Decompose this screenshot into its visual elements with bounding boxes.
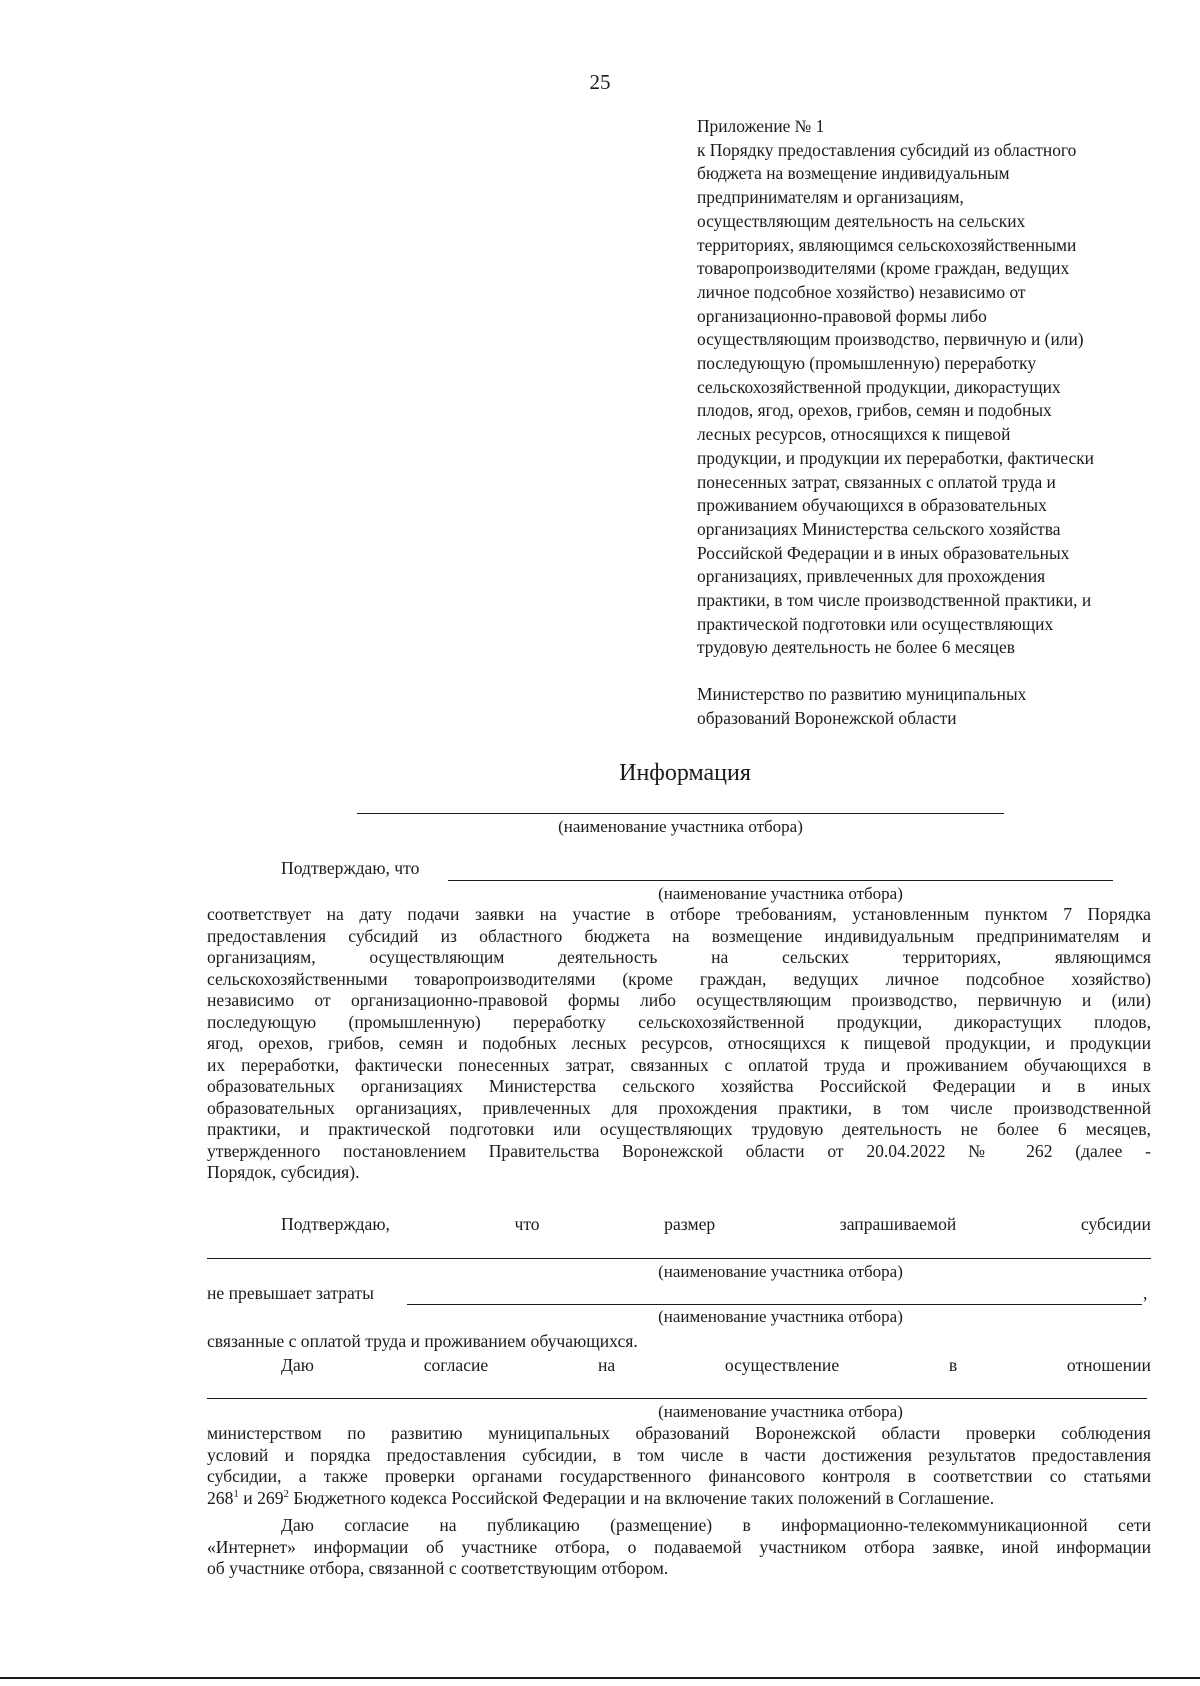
confirm-word: размер: [664, 1214, 716, 1234]
paragraph-line: министерством по развитию муниципальных образований Воронежской области проверки соблюдения: [207, 1423, 1151, 1443]
paragraph-line: последующую (промышленную) переработку сельскохозяйственной продукции, дикорастущих плодов,: [207, 1011, 1151, 1032]
confirm-prefix: Подтверждаю, что: [281, 858, 420, 878]
costs-line: связанные с оплатой труда и проживанием обучающихся.: [207, 1331, 638, 1351]
paragraph-requirements: [207, 904, 1151, 1184]
appendix-line: понесенных затрат, связанных с оплатой труда и: [697, 471, 1056, 492]
appendix-line: личное подсобное хозяйство) независимо от: [697, 281, 1026, 302]
confirm-word: Подтверждаю,: [281, 1214, 390, 1234]
paragraph-line: утвержденного постановлением Правительства Воронежской области от 20.04.2022 № 262 (далее -: [207, 1140, 1151, 1161]
participant-name-caption-2: (наименование участника отбора): [658, 884, 903, 903]
addressee-ministry: [697, 683, 1177, 730]
paragraph-line: соответствует на дату подачи заявки на участие в отборе требованиям, установленным пунктом 7 Порядка: [207, 904, 1151, 924]
consent-word: на: [597, 1355, 616, 1375]
appendix-line: территориях, являющимся сельскохозяйственными: [697, 234, 1077, 255]
paragraph-line: образовательных организациях Министерства сельского хозяйства Российской Федерации и в иных: [207, 1076, 1151, 1096]
paragraph-line: Порядок, субсидия).: [207, 1162, 360, 1182]
participant-name-line-5: [207, 1398, 1147, 1399]
participant-name-caption-4: (наименование участника отбора): [658, 1307, 903, 1326]
participant-name-line: [357, 813, 1004, 814]
appendix-line: последующую (промышленную) переработку: [697, 353, 1037, 374]
appendix-line: Российской Федерации и в иных образовательных: [697, 542, 1070, 563]
paragraph-line: [207, 1488, 1151, 1510]
appendix-line: сельскохозяйственной продукции, дикорастущих: [697, 376, 1061, 397]
consent-word: осуществление: [724, 1355, 840, 1375]
not-exceed-prefix: не превышает затраты: [207, 1283, 374, 1303]
paragraph-line: «Интернет» информации об участнике отбора, о подаваемой участником отбора заявке, иной информации: [207, 1536, 1151, 1557]
confirm-word: субсидии: [1080, 1214, 1151, 1234]
paragraph-line: условий и порядка предоставления субсидии, в том числе в части достижения результатов предоставления: [207, 1444, 1151, 1465]
appendix-line: осуществляющим деятельность на сельских: [697, 210, 1026, 231]
text-fragment: и: [238, 1487, 258, 1508]
consent-word: в: [948, 1355, 958, 1375]
paragraph-line: сельскохозяйственными товаропроизводителями (кроме граждан, ведущих личное подсобное хозяйство): [207, 968, 1151, 989]
appendix-line: организациях, привлеченных для прохождения: [697, 566, 1046, 587]
page-bottom-edge: [0, 1677, 1200, 1679]
paragraph-verification: [207, 1423, 1151, 1509]
participant-name-line-2: [448, 880, 1113, 881]
comma: ,: [1143, 1283, 1148, 1303]
consent-word: Даю: [281, 1355, 314, 1375]
confirm-subsidy-line: [281, 1214, 1151, 1236]
appendix-line: практической подготовки или осуществляющих: [697, 613, 1054, 634]
paragraph-line: практики, и практической подготовки или осуществляющих трудовую деятельность не более 6 месяцев,: [207, 1119, 1151, 1139]
appendix-line: трудовую деятельность не более 6 месяцев: [697, 637, 1015, 658]
consent-word: отношении: [1066, 1355, 1151, 1375]
appendix-line: организационно-правовой формы либо: [697, 305, 987, 326]
appendix-line: организациях Министерства сельского хозяйства: [697, 518, 1061, 539]
paragraph-line: образовательных организациях, привлеченных для прохождения практики, в том числе производственной: [207, 1097, 1151, 1118]
appendix-line: бюджета на возмещение индивидуальным: [697, 163, 1010, 184]
paragraph-publication: [207, 1515, 1151, 1580]
consent-word: согласие: [423, 1355, 489, 1375]
paragraph-line: субсидии, а также проверки органами государственного финансового контроля в соответствии со статьями: [207, 1466, 1151, 1486]
paragraph-line: Даю согласие на публикацию (размещение) в информационно-телекоммуникационной сети: [281, 1515, 1151, 1535]
page-number: 25: [589, 70, 611, 94]
confirm-word: что: [514, 1214, 540, 1234]
ministry-line: Министерство по развитию муниципальных: [697, 684, 1027, 704]
paragraph-line: организациям, осуществляющим деятельность на сельских территориях, являющимся: [207, 947, 1151, 967]
costs-amount-line: [407, 1304, 1142, 1305]
appendix-line: продукции, и продукции их переработки, фактически: [697, 447, 1094, 468]
article-number: 269: [257, 1487, 284, 1508]
article-number: 268: [207, 1487, 234, 1508]
paragraph-line: об участнике отбора, связанной с соответствующим отбором.: [207, 1558, 669, 1578]
appendix-line: к Порядку предоставления субсидий из областного: [697, 139, 1077, 160]
participant-name-caption-5: (наименование участника отбора): [658, 1402, 903, 1421]
paragraph-line: ягод, орехов, грибов, семян и подобных лесных ресурсов, относящихся к пищевой продукции, и продукции: [207, 1033, 1151, 1053]
article-superscript: 2: [283, 1487, 289, 1500]
appendix-line: проживанием обучающихся в образовательных: [697, 495, 1047, 516]
consent-line: [281, 1355, 1151, 1377]
appendix-line: товаропроизводителями (кроме граждан, ведущих: [697, 258, 1070, 279]
paragraph-line: независимо от организационно-правовой формы либо осуществляющим производство, первичную и (или): [207, 990, 1151, 1010]
participant-name-caption-3: (наименование участника отбора): [658, 1262, 903, 1281]
ministry-line: образований Воронежской области: [697, 707, 957, 728]
paragraph-line: их переработки, фактически понесенных затрат, связанных с оплатой труда и проживанием обучающихся в: [207, 1054, 1151, 1075]
appendix-line: предпринимателям и организациям,: [697, 187, 964, 208]
confirm-word: запрашиваемой: [839, 1214, 957, 1234]
appendix-line: лесных ресурсов, относящихся к пищевой: [697, 424, 1011, 445]
article-superscript: 1: [233, 1487, 239, 1500]
appendix-line: практики, в том числе производственной практики, и: [697, 590, 1092, 611]
document-title: Информация: [619, 760, 751, 786]
participant-name-line-3: [207, 1258, 1151, 1259]
appendix-line: Приложение № 1: [697, 116, 825, 136]
text-fragment: Бюджетного кодекса Российской Федерации и на включение таких положений в Соглашение.: [289, 1487, 995, 1508]
appendix-line: плодов, ягод, орехов, грибов, семян и подобных: [697, 400, 1052, 421]
appendix-header: [697, 115, 1177, 660]
appendix-line: осуществляющим производство, первичную и (или): [697, 329, 1084, 350]
participant-name-caption: (наименование участника отбора): [558, 817, 803, 836]
paragraph-line: предоставления субсидий из областного бюджета на возмещение индивидуальным предпринимателям и: [207, 925, 1151, 946]
